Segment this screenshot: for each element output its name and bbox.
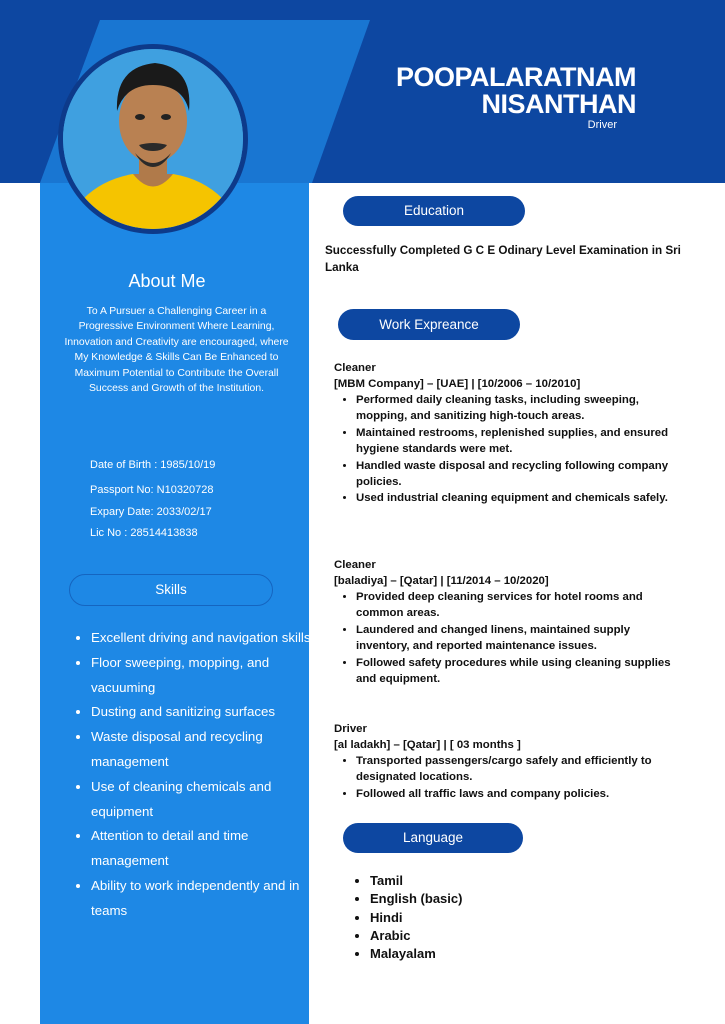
job-duties	[334, 589, 679, 687]
job-title: Cleaner	[334, 362, 376, 374]
applicant-name	[396, 64, 636, 118]
applicant-role: Driver	[587, 119, 617, 131]
job-duty: • Handled waste disposal and recycling following company policies.	[356, 458, 679, 491]
profile-photo	[63, 49, 243, 229]
work-experience-heading: Work Expreance	[338, 309, 520, 340]
job-meta: [MBM Company] – [UAE] | [10/2006 – 10/2010]	[334, 378, 581, 390]
skill-item: • Dusting and sanitizing surfaces	[91, 700, 316, 725]
job-meta: [baladiya] – [Qatar] | [11/2014 – 10/2020]	[334, 575, 549, 587]
skills-heading: Skills	[69, 574, 273, 606]
about-me-text: To A Pursuer a Challenging Career in a Progressive Environment Where Learning, Innovation and Creativity are encouraged, where My Knowledge & Skills Can Be Enhanced to Maximum Potential to Contribute the Overall Success and Growth of the Institution.	[64, 306, 289, 395]
skill-item: • Excellent driving and navigation skills	[91, 626, 316, 651]
job-duty: • Maintained restrooms, replenished supplies, and ensured hygiene standards were met.	[356, 425, 679, 458]
name-line-2: NISANTHAN	[481, 89, 636, 119]
skill-item: • Waste disposal and recycling management	[91, 725, 316, 775]
job-entry-3	[334, 721, 679, 802]
job-duty: • Transported passengers/cargo safely and efficiently to designated locations.	[356, 753, 679, 786]
job-duty: • Provided deep cleaning services for hotel rooms and common areas.	[356, 589, 679, 622]
language-item: • Malayalam	[370, 945, 462, 963]
job-meta: [al ladakh] – [Qatar] | [ 03 months ]	[334, 739, 521, 751]
skill-item: • Attention to detail and time management	[91, 824, 316, 874]
skill-item: • Floor sweeping, mopping, and vacuuming	[91, 651, 316, 701]
skill-item: • Use of cleaning chemicals and equipment	[91, 775, 316, 825]
skill-item: • Ability to work independently and in teams	[91, 874, 316, 924]
person-portrait-icon	[63, 49, 243, 229]
name-line-1: POOPALARATNAM	[396, 62, 636, 92]
job-duties	[334, 753, 679, 802]
language-item: • English (basic)	[370, 890, 462, 908]
job-duties	[334, 392, 679, 507]
education-text: Successfully Completed G C E Odinary Level Examination in Sri Lanka	[325, 244, 681, 274]
language-item: • Tamil	[370, 872, 462, 890]
job-duty: • Followed all traffic laws and company policies.	[356, 786, 679, 802]
date-of-birth: Date of Birth : 1985/10/19	[90, 459, 216, 471]
language-item: • Arabic	[370, 927, 462, 945]
job-entry-2	[334, 557, 679, 687]
education-heading: Education	[343, 196, 525, 226]
passport-expiry: Expary Date: 2033/02/17	[90, 506, 212, 518]
job-title: Driver	[334, 723, 367, 735]
job-entry-1	[334, 360, 679, 507]
job-duty: • Followed safety procedures while using cleaning supplies and equipment.	[356, 655, 679, 688]
job-duty: • Used industrial cleaning equipment and chemicals safely.	[356, 490, 679, 506]
job-title: Cleaner	[334, 559, 376, 571]
job-duty: • Performed daily cleaning tasks, including sweeping, mopping, and sanitizing high-touch areas.	[356, 392, 679, 425]
passport-number: Passport No: N10320728	[90, 484, 214, 496]
skills-list	[71, 626, 316, 924]
language-item: • Hindi	[370, 909, 462, 927]
job-duty: • Laundered and changed linens, maintained supply inventory, and reported maintenance issues.	[356, 622, 679, 655]
language-heading: Language	[343, 823, 523, 853]
about-me-heading: About Me	[128, 271, 206, 291]
license-number: Lic No : 28514413838	[90, 527, 198, 539]
language-list	[348, 872, 462, 963]
